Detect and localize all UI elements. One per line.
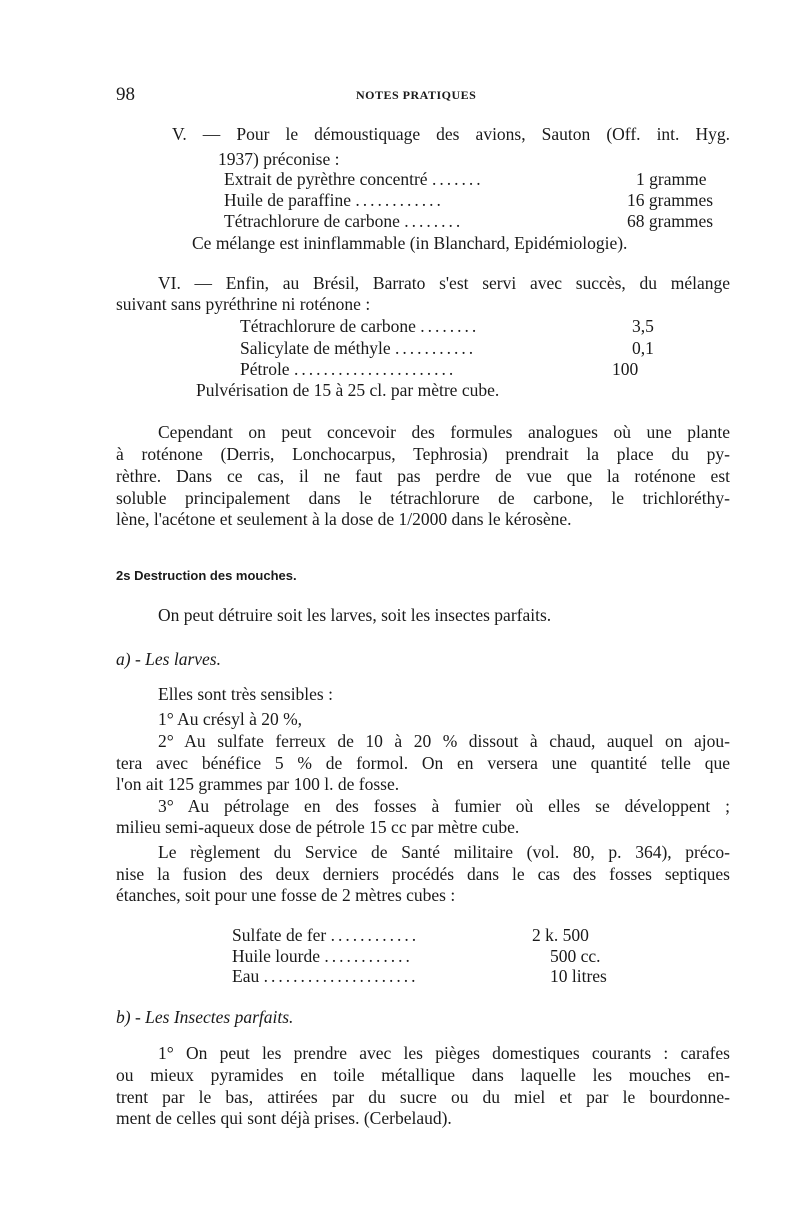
list-item: milieu semi-aqueux dose de pétrole 15 cc par mètre cube. [116, 817, 520, 837]
subheading-larves: a) - Les larves. [116, 649, 221, 669]
recipe-item-name: Tétrachlorure de carbone ........ [240, 316, 480, 336]
text-line: Elles sont très sensibles : [158, 684, 333, 704]
list-item: tera avec bénéfice 5 % de formol. On en versera une quantité telle que [116, 753, 730, 773]
recipe-item-name: Tétrachlorure de carbone ........ [224, 211, 464, 231]
subheading-insectes: b) - Les Insectes parfaits. [116, 1007, 294, 1027]
recipe-item-amount: 0,1 [632, 338, 654, 358]
page-number: 98 [116, 84, 135, 105]
section-vi-intro-line1: VI. — Enfin, au Brésil, Barrato s'est servi avec succès, du mélange [158, 273, 730, 293]
section-v-intro-line2: 1937) préconise : [218, 149, 340, 169]
text-line: ou mieux pyramides en toile métallique dans laquelle les mouches en- [116, 1065, 730, 1085]
paragraph-line: lène, l'acétone et seulement à la dose de 1/2000 dans le kérosène. [116, 509, 572, 529]
recipe-item-amount: 68 grammes [627, 211, 714, 231]
list-item: l'on ait 125 grammes par 100 l. de fosse. [116, 774, 400, 794]
section-v-intro-line1: V. — Pour le démoustiquage des avions, Sauton (Off. int. Hyg. [172, 124, 730, 144]
recipe-item-amount: 3,5 [632, 316, 654, 336]
recipe-item-amount: 16 grammes [627, 190, 714, 210]
recipe-item-name: Huile de paraffine ............ [224, 190, 444, 210]
section-vi-intro-line2: suivant sans pyréthrine ni roténone : [116, 294, 371, 314]
recipe-item-amount: 100 [612, 359, 639, 379]
list-item: 3° Au pétrolage en des fosses à fumier où elles se développent ; [158, 796, 730, 816]
list-item: 2° Au sulfate ferreux de 10 à 20 % dissout à chaud, auquel on ajou- [158, 731, 730, 751]
running-title: NOTES PRATIQUES [356, 88, 477, 102]
text-line: 1° On peut les prendre avec les pièges domestiques courants : carafes [158, 1043, 730, 1063]
text-line: nise la fusion des deux derniers procédés dans le cas des fosses septiques [116, 864, 730, 884]
text-line: trent par le bas, attirées par du sucre ou du miel et par le bourdonne- [116, 1087, 730, 1107]
section-v-closing: Ce mélange est ininflammable (in Blanchard, Epidémiologie). [192, 233, 628, 253]
text-line: Le règlement du Service de Santé militaire (vol. 80, p. 364), préco- [158, 842, 730, 862]
text-line: étanches, soit pour une fosse de 2 mètres cubes : [116, 885, 456, 905]
section-intro: On peut détruire soit les larves, soit les insectes parfaits. [158, 605, 552, 625]
list-item: 1° Au crésyl à 20 %, [158, 709, 303, 729]
recipe-item-amount: 2 k. 500 [532, 925, 589, 945]
recipe-item-amount: 10 litres [550, 966, 607, 986]
section-heading: 2s Destruction des mouches. [116, 568, 297, 583]
recipe-item-amount: 500 cc. [550, 946, 601, 966]
paragraph-line: Cependant on peut concevoir des formules analogues où une plante [158, 422, 730, 442]
recipe-item-name: Sulfate de fer ............ [232, 925, 420, 945]
recipe-item-name: Pétrole ...................... [240, 359, 457, 379]
recipe-item-amount: 1 gramme [636, 169, 707, 189]
recipe-item-name: Eau ..................... [232, 966, 419, 986]
paragraph-line: rèthre. Dans ce cas, il ne faut pas perdre de vue que la roténone est [116, 466, 730, 486]
recipe-item-name: Extrait de pyrèthre concentré ....... [224, 169, 484, 189]
paragraph-line: à roténone (Derris, Lonchocarpus, Tephrosia) prendrait la place du py- [116, 444, 730, 464]
paragraph-line: soluble principalement dans le tétrachlorure de carbone, le trichloréthy- [116, 488, 730, 508]
section-vi-closing: Pulvérisation de 15 à 25 cl. par mètre cube. [196, 380, 500, 400]
recipe-item-name: Salicylate de méthyle ........... [240, 338, 477, 358]
recipe-item-name: Huile lourde ............ [232, 946, 413, 966]
text-line: ment de celles qui sont déjà prises. (Cerbelaud). [116, 1108, 452, 1128]
